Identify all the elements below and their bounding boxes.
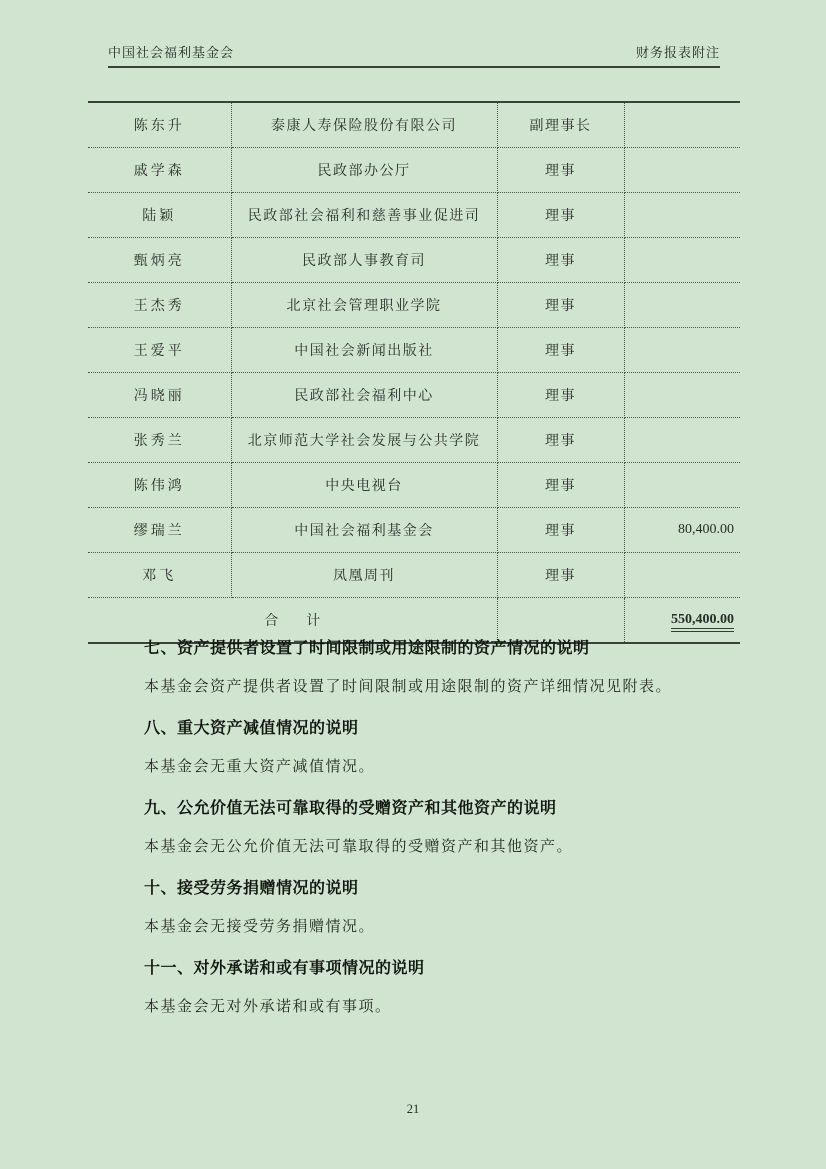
header-org-name: 中国社会福利基金会 bbox=[108, 45, 235, 60]
cell-title: 副理事长 bbox=[497, 102, 624, 148]
section-body: 本基金会无对外承诺和或有事项。 bbox=[144, 999, 392, 1015]
table-row bbox=[88, 193, 740, 238]
cell-org: 民政部社会福利中心 bbox=[231, 373, 497, 418]
total-amount-value: 550,400.00 bbox=[671, 612, 734, 632]
cell-org: 民政部人事教育司 bbox=[231, 238, 497, 283]
total-label-cell: 合 计 bbox=[88, 598, 497, 644]
section-heading: 九、公允价值无法可靠取得的受赠资产和其他资产的说明 bbox=[144, 800, 557, 817]
table-row bbox=[88, 553, 740, 598]
section-heading: 八、重大资产减值情况的说明 bbox=[144, 720, 359, 737]
cell-amount bbox=[624, 193, 740, 238]
cell-org: 北京社会管理职业学院 bbox=[231, 283, 497, 328]
cell-title: 理事 bbox=[497, 148, 624, 193]
cell-name: 王爱平 bbox=[88, 328, 231, 373]
cell-name: 陈伟鸿 bbox=[88, 463, 231, 508]
section-1 bbox=[144, 638, 714, 698]
running-header bbox=[108, 46, 720, 68]
cell-name: 甄炳亮 bbox=[88, 238, 231, 283]
cell-name: 戚学森 bbox=[88, 148, 231, 193]
cell-title: 理事 bbox=[497, 373, 624, 418]
cell-name: 张秀兰 bbox=[88, 418, 231, 463]
section-2 bbox=[144, 718, 714, 778]
cell-amount bbox=[624, 102, 740, 148]
board-table-body bbox=[88, 102, 740, 598]
cell-title: 理事 bbox=[497, 193, 624, 238]
cell-amount bbox=[624, 373, 740, 418]
table-row bbox=[88, 508, 740, 553]
cell-title: 理事 bbox=[497, 418, 624, 463]
cell-org: 民政部办公厅 bbox=[231, 148, 497, 193]
cell-amount bbox=[624, 418, 740, 463]
section-heading: 十一、对外承诺和或有事项情况的说明 bbox=[144, 960, 425, 977]
cell-amount bbox=[624, 283, 740, 328]
cell-amount: 80,400.00 bbox=[624, 508, 740, 553]
table-row bbox=[88, 238, 740, 283]
cell-amount bbox=[624, 238, 740, 283]
cell-org: 中国社会福利基金会 bbox=[231, 508, 497, 553]
cell-name: 王杰秀 bbox=[88, 283, 231, 328]
section-body: 本基金会无公允价值无法可靠取得的受赠资产和其他资产。 bbox=[144, 839, 574, 855]
board-members-table bbox=[88, 101, 740, 644]
cell-title: 理事 bbox=[497, 238, 624, 283]
cell-org: 泰康人寿保险股份有限公司 bbox=[231, 102, 497, 148]
table-row bbox=[88, 328, 740, 373]
cell-name: 陈东升 bbox=[88, 102, 231, 148]
section-heading: 十、接受劳务捐赠情况的说明 bbox=[144, 880, 359, 897]
cell-title: 理事 bbox=[497, 328, 624, 373]
table-row bbox=[88, 463, 740, 508]
header-doc-title: 财务报表附注 bbox=[635, 45, 720, 60]
cell-org: 中央电视台 bbox=[231, 463, 497, 508]
cell-org: 民政部社会福利和慈善事业促进司 bbox=[231, 193, 497, 238]
cell-amount bbox=[624, 463, 740, 508]
cell-org: 中国社会新闻出版社 bbox=[231, 328, 497, 373]
section-body: 本基金会无接受劳务捐赠情况。 bbox=[144, 919, 376, 935]
table-row bbox=[88, 418, 740, 463]
cell-title: 理事 bbox=[497, 553, 624, 598]
cell-amount bbox=[624, 553, 740, 598]
cell-org: 凤凰周刊 bbox=[231, 553, 497, 598]
section-body: 本基金会无重大资产减值情况。 bbox=[144, 759, 376, 775]
table-row bbox=[88, 102, 740, 148]
cell-amount bbox=[624, 328, 740, 373]
cell-amount bbox=[624, 148, 740, 193]
cell-name: 缪瑞兰 bbox=[88, 508, 231, 553]
section-heading: 七、资产提供者设置了时间限制或用途限制的资产情况的说明 bbox=[144, 640, 590, 657]
section-4 bbox=[144, 878, 714, 938]
section-5 bbox=[144, 958, 714, 1018]
table-row bbox=[88, 283, 740, 328]
cell-name: 邓飞 bbox=[88, 553, 231, 598]
cell-name: 陆颖 bbox=[88, 193, 231, 238]
table-row bbox=[88, 373, 740, 418]
cell-title: 理事 bbox=[497, 508, 624, 553]
section-body: 本基金会资产提供者设置了时间限制或用途限制的资产详细情况见附表。 bbox=[144, 679, 673, 695]
cell-org: 北京师范大学社会发展与公共学院 bbox=[231, 418, 497, 463]
page-number: 21 bbox=[406, 1102, 420, 1116]
cell-title: 理事 bbox=[497, 463, 624, 508]
notes-sections bbox=[144, 630, 714, 1018]
cell-title: 理事 bbox=[497, 283, 624, 328]
cell-name: 冯晓丽 bbox=[88, 373, 231, 418]
section-3 bbox=[144, 798, 714, 858]
table-row bbox=[88, 148, 740, 193]
